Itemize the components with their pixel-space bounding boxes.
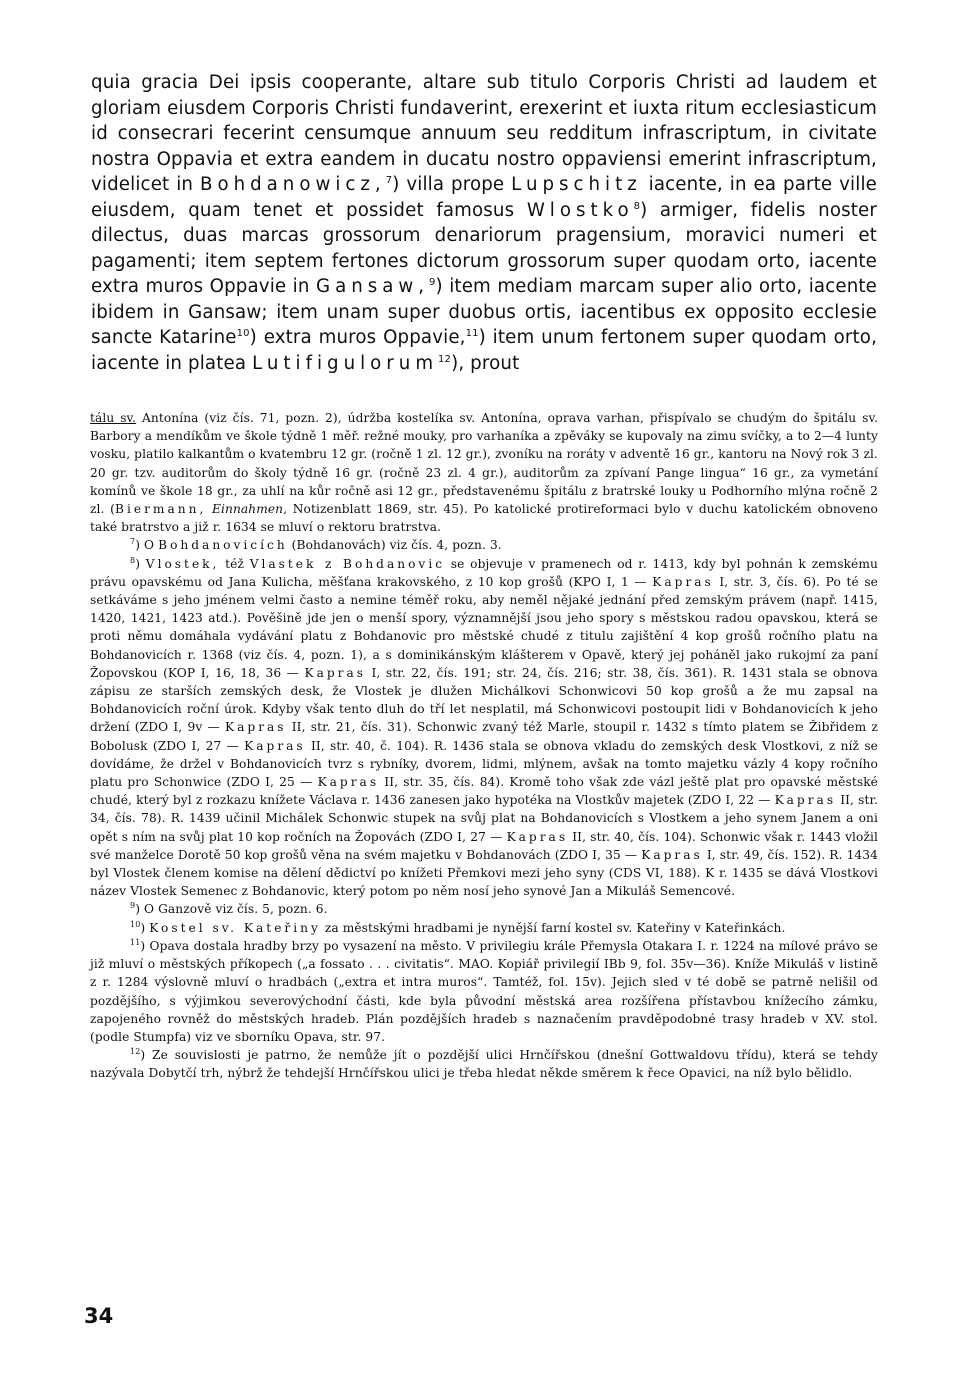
footnote-ref: 10 [236,327,250,339]
footnote-ref: 9 [429,276,436,288]
footnote-10: $^{10}$) Kostel sv. Kateřiny za městskými hradbami je nynější farní kostel sv. Kateřiny v Kateřinkách. [130,919,786,935]
spaced-name: Lupschitz [511,174,642,195]
spaced-name: Bohdanowicz, [199,174,386,195]
page-number: 34 [84,1304,114,1328]
footnote-9: $^9$) O Ganzově viz čís. 5, pozn. 6. [130,901,328,917]
spaced-name: Wlostko [526,199,634,221]
spaced-name: Lutifigulorum [252,352,439,374]
footnote-7: $^7$) O Bohdanovicích (Bohdanovách) viz čís. 4, pozn. 3. [130,537,502,553]
footnotes [90,409,878,1083]
footnote-continuation: tálu sv. Antonína (viz čís. 71, pozn. 2), údržba kostelíka sv. Antonína, oprava varhan, přispívalo se chudým do špitálu sv. Barbory a mendíkům ve škole týdně 1 měř. režné mouky, pro varhaníka a zpěváky se kupovaly na zimu svíčky, a to 2—4 lunty vosku, platilo kalkantům o kvatembru 12 gr. (ročně 1 zl. 12 gr.), zvoníku na roráty v adventě 16 gr., kantoru na Nový rok 3 zl. 20 gr. tzv. auditorům do školy týdně 16 gr. (ročně 23 zl. 4 gr.), auditorům za zpívaní Pange lingua“ 16 gr., za vymetání komínů ve škole 18 gr., za uhlí na kůr ročně asi 12 gr., představenému špitálu z bratrské louky u Podhorního mlýna ročně 2 zl. (Biermann, Einnahmen, Notizenblatt 1869, str. 45). Po katolické protireformaci bylo v duchu katolickém obnoveno také bratrstvo a již r. 1634 se mluví o rektoru bratrstva. [90,411,878,535]
main-paragraph: quia gracia Dei ipsis cooperante, altare sub titulo Corporis Christi ad laudem et gloriam eiusdem Corporis Christi fundaverint, erexerint et iuxta ritum ecclesiasticum id consecrari fecerint censumque annuum seu redditum infrascriptum, in civitate nostra Oppavia et extra eandem in ducatu nostro oppaviensi emerint infrascriptum, videlicet in Bohdanowicz,$^7$) villa prope Lupschitz iacente, in ea parte ville eiusdem, quam tenet et possidet famosus Wlostko$^8$) armiger, fidelis noster dilectus, duas marcas grossorum denariorum pragensium, moravici numeri et pagamenti; item septem fertones dictorum grossorum super quodam orto, iacente extra muros Oppavie in Gansaw,$^9$) item mediam marcam super alio orto, iacente ibidem in Gansaw; item unam super duobus ortis, iacentibus ex opposito ecclesie sancte Katarine$^{10}$) extra muros Oppavie,$^{11}$) item unum fertonem super quodam orto, iacente in platea Lutifigulorum$^{12}$), prout [91,72,878,374]
footnote-ref: 11 [465,327,479,339]
footnote-ref: 8 [633,200,641,212]
main-text [91,70,877,376]
footnote-11: $^{11}$) Opava dostala hradby brzy po vysazení na město. V privilegiu krále Přemysla Otakara I. r. 1224 na mílové právo se již mluví o městských příkopech („a fossato . . . civitatis“. MAO. Kopiář privilegií IBb 9, fol. 35v—36). Kníže Mikuláš v listině z r. 1284 výslovně mluví o hradbách („extra et intra muros“. Tamtéž, fol. 15v). Jejich sled v té době se patrně nelišil od pozdějšího, s výjimkou severovýchodní části, kde byla původní městská area rozšířena přístavbou knížecího zámku, zapojeného rovněž do městských hradeb. Plán pozdějších hradeb s naznačením pravděpodobné trasy hradeb v XV. stol. (podle Stumpfa) viz ve sborníku Opava, str. 97. [90,937,878,1044]
footnote-ref: 7 [385,174,393,186]
footnote-8: $^8$) Vlostek, též Vlastek z Bohdanovic se objevuje v pramenech od r. 1413, kdy byl pohnán k zemskému právu opavskému od Jana Kulicha, měšťana krakovského, z 10 kop grošů (KPO I, 1 — Kapras I, str. 3, čís. 6). Po té se setkáváme s jeho jménem velmi často a nemine téměř roku, aby neměl nějaké jednání před zemským právem (např. 1415, 1420, 1421, 1423 atd.). Pověšině jde jen o menší spory, významnější jsou jeho spory s městskou radou opavskou, která se proti němu domáhala vydávání platu z Bohdanovic pro městské chudé z titulu zajištění 4 kop grošů ročního platu na Bohdanovicích r. 1368 (viz čís. 4, pozn. 1), a s dominikánským klášterem v Opavě, který jej poháněl jako rukojmí za paní Žopovskou (KOP I, 16, 18, 36 — Kapras I, str. 22, čís. 191; str. 24, čís. 216; str. 38, čís. 361). R. 1431 stala se obnova zápisu ze starších zemských desk, že Vlostek je dlužen Michálkovi Schonwicovi 50 kop grošů a že mu zapsal na Bohdanovicích roční úrok. Kdyby však tento dluh do tří let nesplatil, má Schonwicovi postoupit lidi v Bohdanovicích k jeho držení (ZDO I, 9v — Kapras II, str. 21, čís. 31). Schonwic zvaný též Marle, stoupil r. 1432 s tímto platem se Žibřidem z Bobolusk (ZDO I, 27 — Kapras II, str. 40, č. 104). R. 1436 stala se obnova vkladu do zemských desk Vlostkovi, z níž se dovídáme, že držel v Bohdanovicích tvrz s rybníky, dvorem, lidmi, mlýnem, avšak na tomto majetku vázly 4 kopy ročního platu pro Schonwice (ZDO I, 25 — Kapras II, str. 35, čís. 84). Kromě toho však zde vázl ještě plat pro opavské městské chudé, který byl z rozkazu knížete Václava r. 1436 zanesen jako hypotéka na Vlostkův majetek (ZDO I, 22 — Kapras II, str. 34, čís. 78). R. 1439 učinil Michálek Schonwic stupek na svůj plat na Bohdanovicích s Vlostkem a jeho synem Janem a oni opět s ním na svůj plat 10 kop ročních na Žopovách (ZDO I, 27 — Kapras II, str. 40, čís. 104). Schonwic však r. 1443 vložil své manželce Dorotě 50 kop grošů věna na svém majetku v Bohdanovách (ZDO I, 35 — Kapras I, str. 49, čís. 152). R. 1434 byl Vlostek členem komise na dělení dědictví po knížeti Přemkovi mezi jeho syny (CDS VI, 188). K r. 1435 se dává Vlostkovi název Vlostek Semenec z Bohdanovic, který potom po něm nosí jeho synové Jan a Mikuláš Semencové. [90,555,879,899]
spaced-name: Gansaw, [315,276,430,297]
footnote-12: $^{12}$) Ze souvislosti je patrno, že nemůže jít o pozdější ulici Hrnčířskou (dnešní Gottwaldovu třídu), která se tehdy nazývala Dobytčí trh, nýbrž že tehdejší Hrnčířskou ulici je třeba hledat někde směrem k řece Opavici, na níž bylo bělidlo. [90,1047,878,1081]
footnote-ref: 12 [438,353,452,365]
